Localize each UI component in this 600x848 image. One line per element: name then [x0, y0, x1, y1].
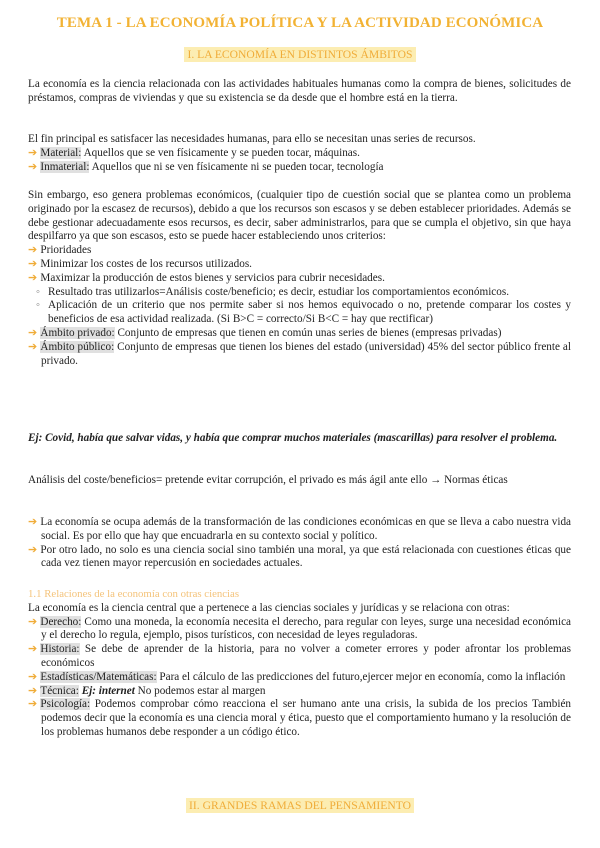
arrow-icon: ➔ [28, 543, 38, 556]
sub-criteria-item [28, 299, 571, 327]
relation-term: Psicología: [40, 698, 91, 711]
relation-item [28, 698, 571, 739]
example-block [28, 432, 571, 446]
resource-term: Material: [40, 146, 82, 159]
criteria-text: Maximizar la producción de estos bienes y servicios para cubrir necesidades. [40, 271, 385, 284]
point-item [28, 544, 571, 572]
arrow-icon: ➔ [28, 670, 38, 683]
resources-block [28, 133, 571, 174]
arrow-icon: ➔ [28, 257, 38, 270]
arrow-icon: ➔ [28, 244, 38, 257]
analysis-text: Análisis del coste/beneficios= pretende evitar corrupción, el privado es más ágil ante ello → Normas éticas [28, 474, 508, 486]
criteria-item [28, 244, 571, 258]
arrow-icon: ➔ [28, 271, 38, 284]
relation-text: Como una moneda, la economía necesita el derecho, para regular con leyes, surge una necesidad económica y el derecho lo regula, ejemplo, pisos turísticos, con necesidad de leyes reguladoras. [41, 615, 571, 642]
bullet-icon: ◦ [36, 285, 40, 298]
intro-text: La economía es la ciencia relacionada con las actividades habituales humanas como la compra de bienes, solicitudes de préstamos, compras de viviendas y que su existencia se da desde que el hombre está en la tierra. [28, 78, 571, 104]
ambito-term: Ámbito público: [40, 340, 115, 353]
relation-term: Derecho: [40, 615, 82, 628]
arrow-icon: ➔ [28, 615, 38, 628]
arrow-icon: ➔ [28, 160, 38, 173]
arrow-icon: ➔ [28, 698, 38, 711]
criteria-text: Minimizar los costes de los recursos utilizados. [40, 257, 252, 270]
arrow-icon: ➔ [28, 340, 38, 353]
arrow-icon: ➔ [28, 643, 38, 656]
relations-block [28, 588, 571, 740]
relation-item [28, 616, 571, 644]
page-title: TEMA 1 - LA ECONOMÍA POLÍTICA Y LA ACTIVIDAD ECONÓMICA [56, 15, 544, 31]
relation-text: No podemos estar al margen [134, 684, 266, 697]
section-heading-1 [0, 47, 600, 63]
central-text: La economía es la ciencia central que a pertenece a las ciencias sociales y jurídicas y se relaciona con otras: [28, 601, 510, 614]
relation-item [28, 671, 571, 685]
ambito-text: Conjunto de empresas que tienen los bienes del estado (universidad) 45% del sector público frente al privado. [41, 340, 571, 367]
resource-item [28, 161, 571, 175]
relation-text: Para el cálculo de las predicciones del futuro,ejercer mejor en economía, como la inflación [156, 670, 566, 683]
arrow-icon: ➔ [28, 684, 38, 697]
ambito-item [28, 341, 571, 369]
criteria-item [28, 258, 571, 272]
relation-item [28, 643, 571, 671]
resource-text: Aquellos que se ven físicamente y se pueden tocar, máquinas. [81, 146, 360, 159]
criteria-text: Prioridades [40, 244, 92, 257]
bullet-icon: ◦ [36, 299, 40, 312]
relation-term: Historia: [40, 643, 80, 656]
sub-criteria-text: Aplicación de un criterio que nos permite saber si nos hemos equivocado o no, pretende comparar los costes y beneficios de esa actividad realizada. (Si B>C = correcto/Si B<C = hay que rectificar) [48, 299, 571, 326]
resource-text: Aquellos que ni se ven físicamente ni se pueden tocar, tecnología [89, 160, 384, 173]
subsection-heading: 1.1 Relaciones de la economía con otras ciencias [28, 588, 240, 600]
section-heading-2 [0, 798, 600, 814]
relation-term: Estadísticas/Matemáticas: [40, 670, 157, 683]
ambito-term: Ámbito privado: [40, 326, 115, 339]
point-text: Por otro lado, no solo es una ciencia social sino también una moral, ya que está relacionada con cuestiones éticas que cada vez tienen mayor repercusión en sociedades actuales. [40, 543, 571, 570]
ambito-text: Conjunto de empresas que tienen en común unas series de bienes (empresas privadas) [114, 326, 502, 339]
arrow-icon: ➔ [28, 326, 38, 339]
point-item [28, 516, 571, 544]
sub-criteria-text: Resultado tras utilizarlos=Análisis coste/beneficio; es decir, estudiar los comportamientos económicos. [48, 285, 510, 298]
points-block [28, 516, 571, 571]
ambito-item [28, 327, 571, 341]
sub-criteria-item [28, 286, 571, 300]
resource-term: Inmaterial: [40, 160, 90, 173]
problems-block [28, 189, 571, 368]
section-heading-2-text: II. GRANDES RAMAS DEL PENSAMIENTO [186, 798, 414, 813]
point-text: La economía se ocupa además de la transformación de las condiciones económicas en que se lleva a cabo nuestra vida social. Es por ello que hay que encuadrarla en su contexto social y político. [40, 516, 571, 542]
problems-text: Sin embargo, eso genera problemas económicos, (cualquier tipo de cuestión social que se plantea como un problema originado por la escasez de recursos), debido a que los recursos son escasos y se deben establecer prioridades. Además se debe gestionar adecuadamente esos recursos, es decir, saber administrarlos, para que se cumpla el objetivo, sin que haya despilfarro ya que son escasos, esto se puede hacer estableciendo unos criterios: [28, 189, 571, 243]
example-text: Ej: Covid, había que salvar vidas, y había que comprar muchos materiales (mascarillas) para resolver el problema. [28, 432, 558, 444]
criteria-item [28, 272, 571, 286]
section-heading-1-text: I. LA ECONOMÍA EN DISTINTOS ÁMBITOS [184, 47, 415, 62]
resource-item [28, 147, 571, 161]
analysis-block [28, 474, 571, 488]
relation-term: Técnica: [40, 684, 79, 697]
fin-text: El fin principal es satisfacer las necesidades humanas, para ello se necesitan unas series de recursos. [28, 133, 476, 145]
relation-item [28, 685, 571, 699]
intro-paragraph [28, 78, 571, 106]
relation-text: Se debe de aprender de la historia, para no volver a cometer errores y poder afrontar los problemas económicos [41, 643, 571, 669]
arrow-icon: ➔ [28, 146, 38, 159]
tecnica-example: Ej: internet [81, 684, 135, 697]
arrow-icon: ➔ [28, 516, 38, 528]
relation-text: Podemos comprobar cómo reacciona el ser humano ante una crisis, la subida de los precios También podemos decir que la economía es una ciencia moral y ética, puesto que el comportamiento humano y la resolución de los problemas humanos debe responder a un código ético. [41, 698, 571, 738]
